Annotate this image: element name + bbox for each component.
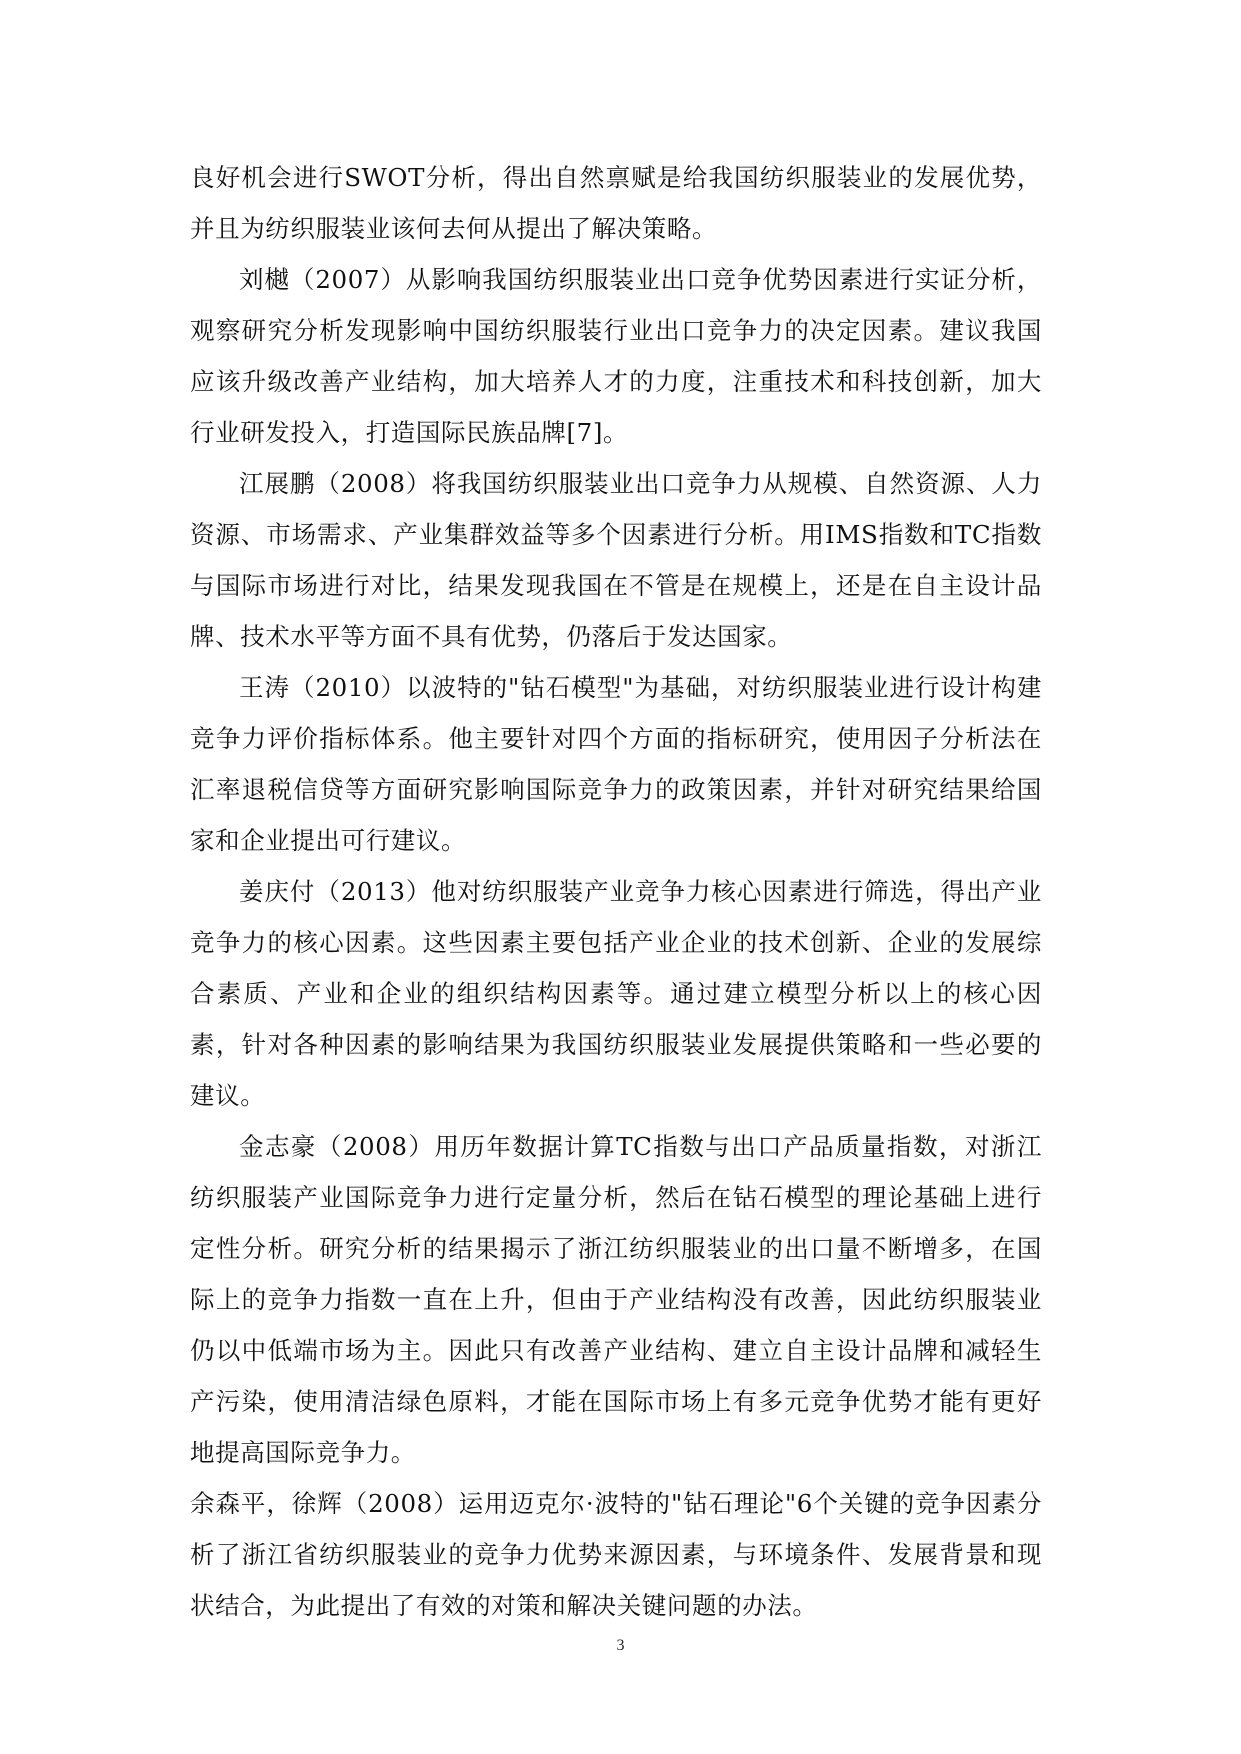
body-text <box>190 152 1042 1631</box>
paragraph-wang-2010: 王涛（2010）以波特的"钻石模型"为基础，对纺织服装业进行设计构建竞争力评价指标体系。他主要针对四个方面的指标研究，使用因子分析法在汇率退税信贷等方面研究影响国际竞争力的政策因素，并针对研究结果给国家和企业提出可行建议。 <box>190 673 1042 855</box>
paragraph-jiang-2008: 江展鹏（2008）将我国纺织服装业出口竞争力从规模、自然资源、人力资源、市场需求、产业集群效益等多个因素进行分析。用IMS指数和TC指数与国际市场进行对比，结果发现我国在不管是在规模上，还是在自主设计品牌、技术水平等方面不具有优势，仍落后于发达国家。 <box>190 469 1042 651</box>
paragraph-yu-xu-2008: 余森平，徐辉（2008）运用迈克尔·波特的"钻石理论"6个关键的竞争因素分析了浙江省纺织服装业的竞争力优势来源因素，与环境条件、发展背景和现状结合，为此提出了有效的对策和解决关键问题的办法。 <box>190 1489 1042 1620</box>
page-number: 3 <box>616 1637 625 1654</box>
paragraph-jin-2008: 金志豪（2008）用历年数据计算TC指数与出口产品质量指数，对浙江纺织服装产业国际竞争力进行定量分析，然后在钻石模型的理论基础上进行定性分析。研究分析的结果揭示了浙江纺织服装业的出口量不断增多，在国际上的竞争力指数一直在上升，但由于产业结构没有改善，因此纺织服装业仍以中低端市场为主。因此只有改善产业结构、建立自主设计品牌和减轻生产污染，使用清洁绿色原料，才能在国际市场上有多元竞争优势才能有更好地提高国际竞争力。 <box>190 1132 1042 1467</box>
paragraph-liu-2007: 刘樾（2007）从影响我国纺织服装业出口竞争优势因素进行实证分析，观察研究分析发现影响中国纺织服装行业出口竞争力的决定因素。建议我国应该升级改善产业结构，加大培养人才的力度，注重技术和科技创新，加大行业研发投入，打造国际民族品牌[7]。 <box>190 265 1042 447</box>
paragraph-swot-summary: 良好机会进行SWOT分析，得出自然禀赋是给我国纺织服装业的发展优势，并且为纺织服装业该何去何从提出了解决策略。 <box>190 163 1042 243</box>
paragraph-jiang-2013: 姜庆付（2013）他对纺织服装产业竞争力核心因素进行筛选，得出产业竞争力的核心因素。这些因素主要包括产业企业的技术创新、企业的发展综合素质、产业和企业的组织结构因素等。通过建立模型分析以上的核心因素，针对各种因素的影响结果为我国纺织服装业发展提供策略和一些必要的建议。 <box>190 877 1042 1110</box>
